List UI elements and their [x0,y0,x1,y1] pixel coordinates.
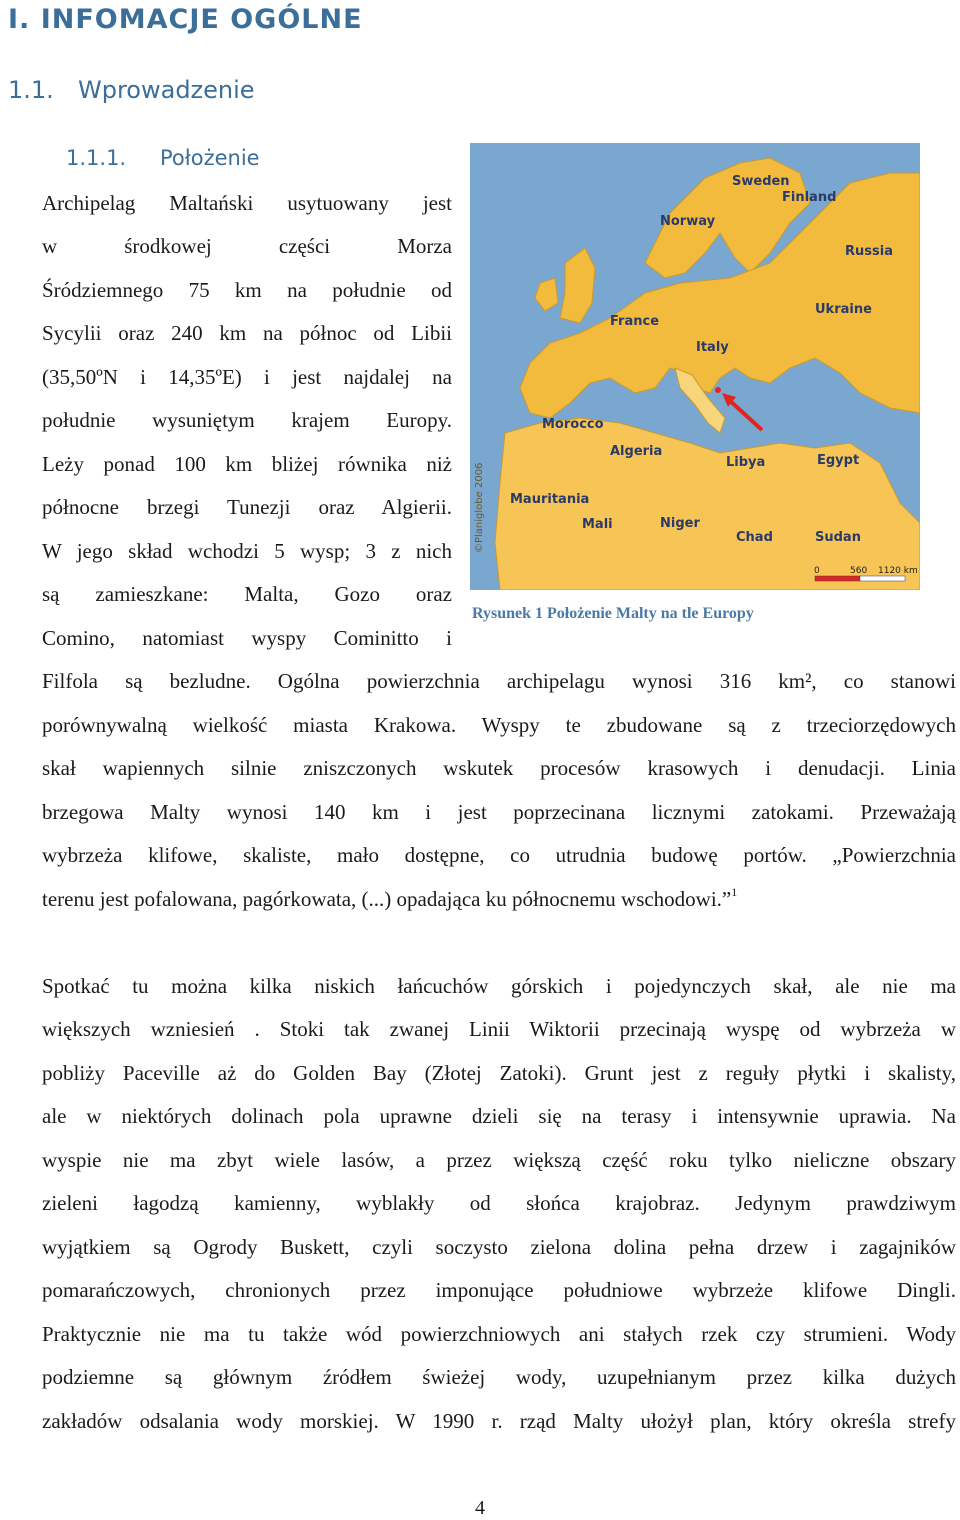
subsection-title: Położenie [160,146,260,170]
body-line-last [42,886,956,912]
body-line: Archipelag Maltański usytuowany jest [42,191,452,215]
body-line: skał wapiennych silnie zniszczonych wskutek procesów krasowych i denudacji. Linia [42,756,956,780]
body-line: wybrzeża klifowe, skaliste, mało dostępne, co utrudnia budowę portów. „Powierzchnia [42,843,956,867]
europe-map-figure [470,143,920,590]
section-title: Wprowadzenie [78,76,255,104]
page-number: 4 [475,1497,485,1519]
body-line: Comino, natomiast wyspy Cominitto i [42,626,452,650]
body-line: większych wzniesień . Stoki tak zwanej Linii Wiktorii przecinają wyspę od wybrzeża w [42,1017,956,1041]
map-label-mali: Mali [582,517,613,532]
map-label-chad: Chad [736,530,773,545]
europe-map [470,143,920,590]
map-label-sudan: Sudan [815,530,861,545]
body-line: ale w niektórych dolinach pola uprawne dzieli się na terasy i intensywnie uprawia. Na [42,1104,956,1128]
body-line-text: terenu jest pofalowana, pagórkowata, (...) opadająca ku północnemu wschodowi.” [42,887,732,911]
figure-caption: Rysunek 1 Położenie Malty na tle Europy [472,605,754,622]
map-label-norway: Norway [660,214,716,229]
body-line: w środkowej części Morza [42,234,452,258]
body-line: północne brzegi Tunezji oraz Algierii. [42,495,452,519]
section-heading [8,76,255,104]
body-line: Sycylii oraz 240 km na północ od Libii [42,321,452,345]
subsection-heading [66,146,260,170]
body-line: porównywalną wielkość miasta Krakowa. Wyspy te zbudowane są z trzeciorzędowych [42,713,956,737]
body-line: wyjątkiem są Ogrody Buskett, czyli soczysto zielona dolina pełna drzew i zagajników [42,1235,956,1259]
body-line: podziemne są głównym źródłem świeżej wody, uzupełnianym przez kilka dużych [42,1365,956,1389]
body-line: brzegowa Malty wynosi 140 km i jest poprzecinana licznymi zatokami. Przeważają [42,800,956,824]
body-line: pomarańczowych, chronionych przez imponujące południowe wybrzeże klifowe Dingli. [42,1278,956,1302]
body-line: południe wysuniętym krajem Europy. [42,408,452,432]
map-label-mauritania: Mauritania [510,492,590,507]
body-line: zieleni łagodzą kamienny, wyblakły od słońca krajobraz. Jedynym prawdziwym [42,1191,956,1215]
map-label-france: France [610,314,660,329]
body-line: Filfola są bezludne. Ogólna powierzchnia archipelagu wynosi 316 km², co stanowi [42,669,956,693]
section-number: 1.1. [8,76,54,104]
map-label-algeria: Algeria [610,444,663,459]
map-label-niger: Niger [660,516,700,531]
chapter-heading: I. INFOMACJE OGÓLNE [8,4,363,35]
scale-label-1120: 1120 km [878,566,918,576]
map-label-ukraine: Ukraine [815,302,872,317]
scale-bar-left [815,576,860,581]
map-label-sweden: Sweden [732,174,790,189]
body-line: W jego skład wchodzi 5 wysp; 3 z nich [42,539,452,563]
map-watermark: ©Planiglobe 2006 [474,462,485,553]
map-label-finland: Finland [782,190,837,205]
malta-marker [715,387,721,393]
body-line: (35,50ºN i 14,35ºE) i jest najdalej na [42,365,452,389]
body-line: Leży ponad 100 km bliżej równika niż [42,452,452,476]
scale-label-560: 560 [850,566,868,576]
body-line: Praktycznie nie ma tu także wód powierzchniowych ani stałych rzek czy strumieni. Wody [42,1322,956,1346]
body-line: Śródziemnego 75 km na południe od [42,278,452,302]
body-line: wyspie nie ma zbyt wiele lasów, a przez większą część roku tylko nieliczne obszary [42,1148,956,1172]
map-label-russia: Russia [845,244,893,259]
map-label-libya: Libya [726,455,766,470]
map-label-egypt: Egypt [817,453,860,468]
body-line: zakładów odsalania wody morskiej. W 1990 r. rząd Malty ułożył plan, który określa strefy [42,1409,956,1433]
scale-label-0: 0 [814,566,820,576]
footnote-reference[interactable]: 1 [731,885,738,899]
subsection-number: 1.1.1. [66,146,127,170]
scale-bar-right [860,576,905,581]
map-label-morocco: Morocco [542,417,604,432]
body-line: pobliży Paceville aż do Golden Bay (Złotej Zatoki). Grunt jest z reguły płytki i skalisty, [42,1061,956,1085]
map-label-italy: Italy [696,340,729,355]
body-line: są zamieszkane: Malta, Gozo oraz [42,582,452,606]
body-line: Spotkać tu można kilka niskich łańcuchów górskich i pojedynczych skał, ale nie ma [42,974,956,998]
